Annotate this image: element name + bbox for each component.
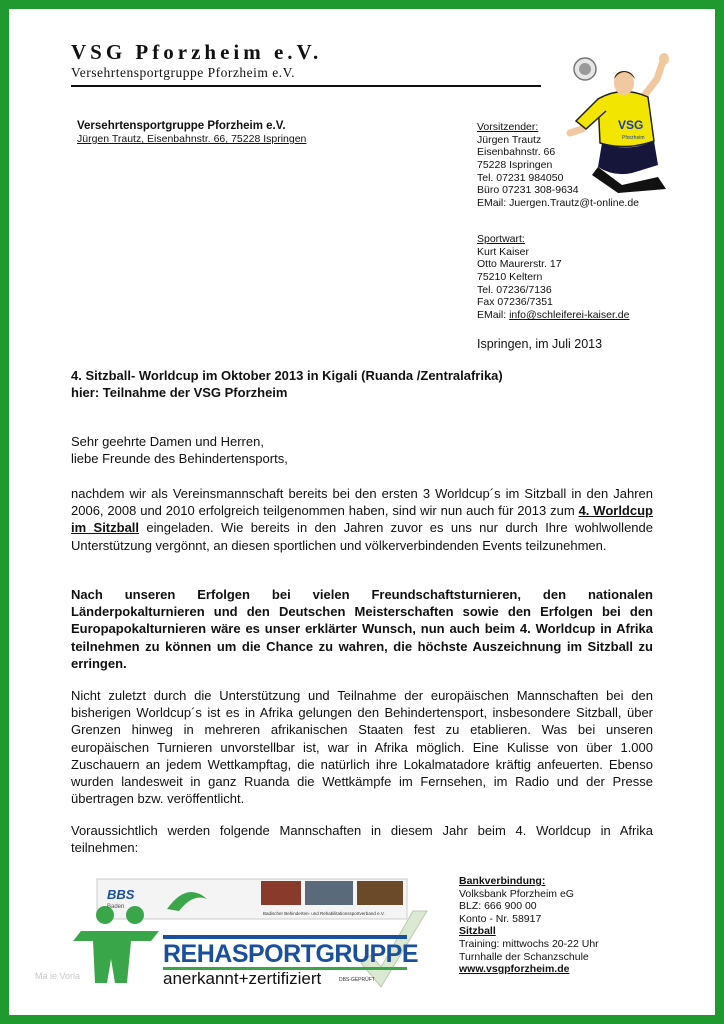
chairman-line: Eisenbahnstr. 66 xyxy=(477,146,556,159)
rehasport-tagline: anerkannt+zertifiziert xyxy=(163,969,322,988)
subject-line: hier: Teilnahme der VSG Pforzheim xyxy=(71,385,288,400)
sports-officer-line: Otto Maurerstr. 17 xyxy=(477,258,562,271)
subject-line: 4. Sitzball- Worldcup im Oktober 2013 in Kigali (Ruanda /Zentralafrika) xyxy=(71,368,503,383)
sports-officer-heading: Sportwart: xyxy=(477,233,525,245)
chairman-line: Jürgen Trautz xyxy=(477,133,542,146)
chairman-block xyxy=(477,121,639,210)
sports-officer-line: 75210 Keltern xyxy=(477,271,543,284)
salutation-line: Sehr geehrte Damen und Herren, xyxy=(71,434,264,449)
svg-text:Pforzheim: Pforzheim xyxy=(622,135,645,141)
org-subtitle: Versehrtensportgruppe Pforzheim e.V. xyxy=(71,65,295,80)
letter-page xyxy=(9,9,715,1015)
sports-officer-block xyxy=(477,233,629,322)
chairman-heading: Vorsitzender: xyxy=(477,121,539,133)
bank-line: Konto - Nr. 58917 xyxy=(459,912,542,925)
training-line: Turnhalle der Schanzschule xyxy=(459,950,589,963)
paragraph-text: eingeladen. Wie bereits in den Jahren zuvor es uns nur durch Ihre wohlwollende Unterstützung vergönnt, an diesen sportlichen und völkerverbindenden Events teilzunehmen. xyxy=(71,520,653,553)
sports-officer-line: Tel. 07236/7136 xyxy=(477,283,552,296)
rehasport-title: REHASPORTGRUPPE xyxy=(163,940,419,968)
watermark-text: Ma ie Vorla xyxy=(35,971,81,981)
sport-heading: Sitzball xyxy=(459,925,496,938)
svg-text:VSG: VSG xyxy=(618,118,644,132)
sports-officer-email-link[interactable]: info@schleiferei-kaiser.de xyxy=(509,309,630,322)
sender-name: Versehrtensportgruppe Pforzheim e.V. xyxy=(77,120,286,132)
header-rule xyxy=(71,85,541,87)
salutation xyxy=(71,433,288,467)
website-link[interactable]: www.vsgpforzheim.de xyxy=(459,963,570,976)
sports-officer-line: Kurt Kaiser xyxy=(477,245,529,258)
paragraph-3: Nicht zuletzt durch die Unterstützung und Teilnahme der europäischen Mannschaften bei den bisherigen Worldcup´s ist es in Afrika gelungen den Behindertensport, insbesondere Sitzball, über Grenzen hinweg in mehreren afrikanischen Staaten fest zu etablieren. Was bei unseren europäischen Turnieren unvorstellbar ist, war in Afrika möglich. Eine Kulisse von über 1.000 Zuschauern an jedem Wettkampftag, die natürlich ihre Lokalmatadore kräftig anfeuerten. Ebenso wurden landesweit in ganz Ruanda die Wettkämpfe im Fernsehen, im Radio und der Presse übertragen bzw. veröffentlicht. xyxy=(71,688,653,807)
bbs-label: BBS xyxy=(107,887,135,902)
chairman-line: 75228 Ispringen xyxy=(477,159,553,172)
salutation-line: liebe Freunde des Behindertensports, xyxy=(71,451,288,467)
org-title: VSG Pforzheim e.V. xyxy=(71,40,323,64)
chairman-line: Büro 07231 308-9634 xyxy=(477,184,579,197)
letter-date: Ispringen, im Juli 2013 xyxy=(477,337,603,351)
email-label: EMail: xyxy=(477,309,510,322)
baden-label: Baden xyxy=(107,904,125,910)
sports-officer-line: Fax 07236/7351 xyxy=(477,296,553,309)
paragraph-4: Voraussichtlich werden folgende Mannschaften in diesem Jahr beim 4. Worldcup in Afrika teilnehmen: xyxy=(71,823,653,856)
bank-heading: Bankverbindung: xyxy=(459,875,546,887)
worldcup-link[interactable]: 4. Worldcup im Sitzball xyxy=(71,503,653,536)
sender-address: Jürgen Trautz, Eisenbahnstr. 66, 75228 Ispringen xyxy=(77,133,307,145)
chairman-email[interactable]: EMail: Juergen.Trautz@t-online.de xyxy=(477,197,640,210)
paragraph-2: Nach unseren Erfolgen bei vielen Freundschaftsturnieren, den nationalen Länderpokalturnieren und den Deutschen Meisterschaften sowie den Erfolgen bei den Europapokalturnieren wäre es unser erklärter Wunsch, nun auch beim 4. Worldcup in Afrika teilnehmen zu können um die Chance zu wahren, die höchste Auszeichnung im Sitzball zu erringen. xyxy=(71,587,653,671)
bank-line: Volksbank Pforzheim eG xyxy=(459,887,574,900)
bbs-full-name: Badischer Behinderten- und Rehabilitationssportverband e.V. xyxy=(263,911,385,916)
chairman-line: Tel. 07231 984050 xyxy=(477,171,564,184)
paragraph-text: nachdem wir als Vereinsmannschaft bereits bei den ersten 3 Worldcup´s im Sitzball in den Jahren 2006, 2008 und 2010 erfolgreich teilgenommen haben, sind wir nun auch für 2013 zum xyxy=(71,486,653,519)
training-line: Training: mittwochs 20-22 Uhr xyxy=(459,937,599,950)
bank-line: BLZ: 666 900 00 xyxy=(459,900,537,913)
dbs-certified-label: DBS-GEPRÜFT xyxy=(339,977,375,983)
bank-block xyxy=(459,875,599,976)
rehasport-logo xyxy=(67,871,447,996)
paragraph-1 xyxy=(71,485,653,554)
subject-block xyxy=(71,367,503,401)
